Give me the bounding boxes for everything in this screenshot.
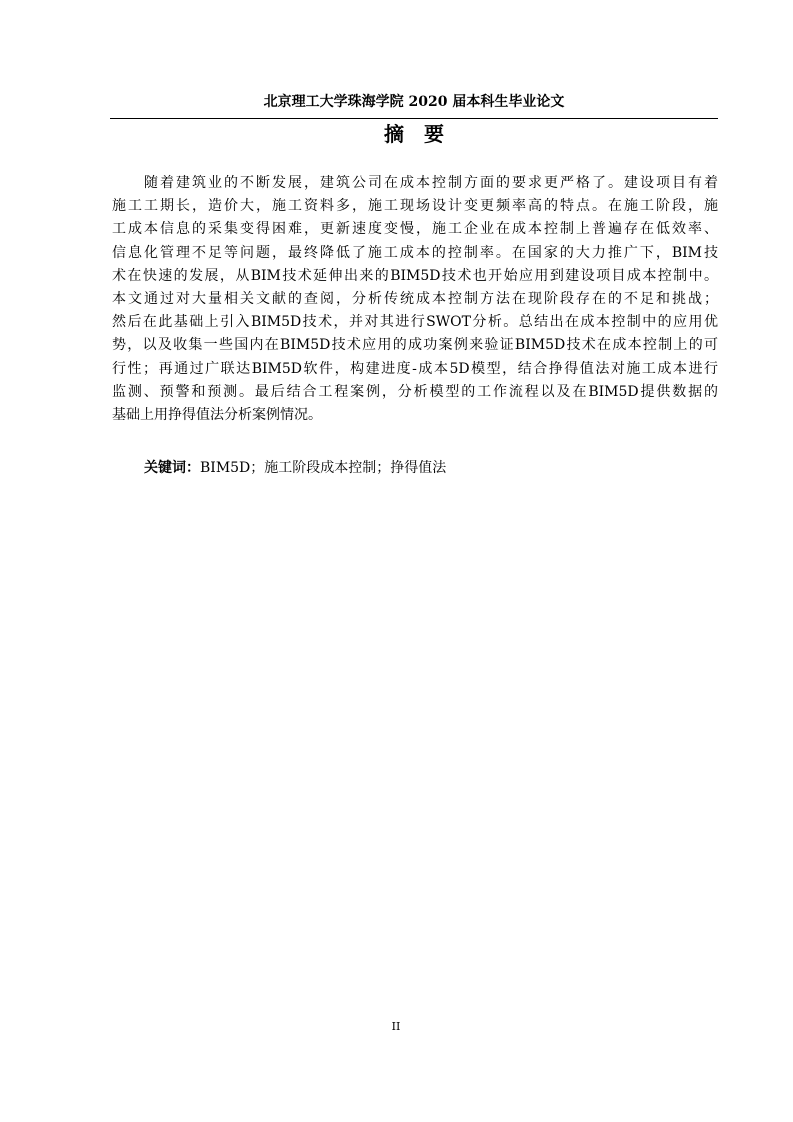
abstract-line: 势，以及收集一些国内在BIM5D技术应用的成功案例来验证BIM5D技术在成本控制上的可 xyxy=(112,337,718,354)
page-number: II xyxy=(391,1020,401,1033)
keywords xyxy=(144,457,718,480)
abstract-line: 行性；再通过广联达BIM5D软件，构建进度-成本5D模型，结合挣得值法对施工成本进行 xyxy=(112,360,718,377)
header-divider xyxy=(110,118,718,119)
abstract-title: 摘 要 xyxy=(384,122,444,146)
abstract-body xyxy=(112,172,718,427)
abstract-line: 信息化管理不足等问题，最终降低了施工成本的控制率。在国家的大力推广下，BIM技 xyxy=(112,244,718,261)
running-header: 北京理工大学珠海学院 2020 届本科生毕业论文 xyxy=(263,94,565,110)
keywords-label: 关键词： xyxy=(144,460,200,476)
abstract-line: 本文通过对大量相关文献的查阅，分析传统成本控制方法在现阶段存在的不足和挑战； xyxy=(112,290,718,307)
abstract-line: 术在快速的发展，从BIM技术延伸出来的BIM5D技术也开始应用到建设项目成本控制中。 xyxy=(112,267,718,284)
abstract-line: 然后在此基础上引入BIM5D技术，并对其进行SWOT分析。总结出在成本控制中的应用优 xyxy=(112,314,718,331)
abstract-line: 基础上用挣得值法分析案例情况。 xyxy=(112,406,322,423)
abstract-line: 施工工期长，造价大，施工资料多，施工现场设计变更频率高的特点。在施工阶段，施 xyxy=(112,198,718,215)
keywords-value: BIM5D；施工阶段成本控制；挣得值法 xyxy=(200,460,447,476)
abstract-line: 工成本信息的采集变得困难，更新速度变慢，施工企业在成本控制上普遍存在低效率、 xyxy=(112,221,718,238)
abstract-line: 监测、预警和预测。最后结合工程案例，分析模型的工作流程以及在BIM5D提供数据的 xyxy=(112,383,718,400)
abstract-line: 随着建筑业的不断发展，建筑公司在成本控制方面的要求更严格了。建设项目有着 xyxy=(144,175,718,191)
